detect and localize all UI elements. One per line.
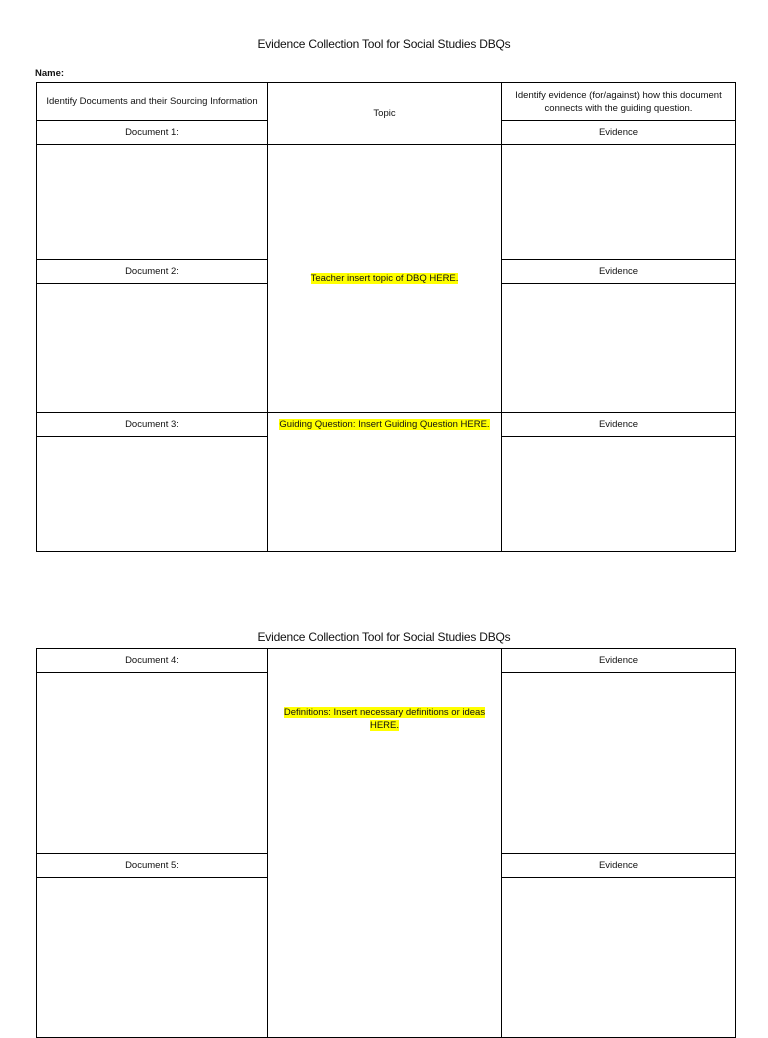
page-title: Evidence Collection Tool for Social Studies DBQs	[257, 37, 511, 51]
topic-placeholder: Teacher insert topic of DBQ HERE.	[310, 273, 459, 284]
document-3-field[interactable]	[37, 437, 268, 552]
definitions-cell[interactable]	[268, 649, 502, 1038]
evidence-2-field[interactable]	[502, 284, 736, 413]
evidence-5-field[interactable]	[502, 878, 736, 1038]
evidence-5-label: Evidence	[502, 854, 736, 878]
document-4-field[interactable]	[37, 673, 268, 854]
guiding-question-placeholder: Guiding Question: Insert Guiding Question HERE.	[279, 419, 490, 430]
document-4-label: Document 4:	[37, 649, 268, 673]
document-5-label: Document 5:	[37, 854, 268, 878]
document-3-label: Document 3:	[37, 413, 268, 437]
evidence-table-1	[36, 82, 736, 552]
guiding-question-cell[interactable]	[268, 413, 502, 552]
evidence-1-label: Evidence	[502, 121, 736, 145]
evidence-2-label: Evidence	[502, 260, 736, 284]
header-topic: Topic	[268, 83, 502, 145]
evidence-4-label: Evidence	[502, 649, 736, 673]
evidence-3-label: Evidence	[502, 413, 736, 437]
document-2-field[interactable]	[37, 284, 268, 413]
evidence-4-field[interactable]	[502, 673, 736, 854]
evidence-3-field[interactable]	[502, 437, 736, 552]
header-documents-sourcing: Identify Documents and their Sourcing Information	[37, 83, 268, 121]
document-5-field[interactable]	[37, 878, 268, 1038]
document-1-field[interactable]	[37, 145, 268, 260]
evidence-table-2	[36, 648, 736, 1038]
name-label: Name:	[35, 68, 65, 79]
document-2-label: Document 2:	[37, 260, 268, 284]
topic-cell[interactable]	[268, 145, 502, 413]
evidence-1-field[interactable]	[502, 145, 736, 260]
page-2-title: Evidence Collection Tool for Social Studies DBQs	[257, 630, 511, 644]
document-1-label: Document 1:	[37, 121, 268, 145]
header-evidence-description: Identify evidence (for/against) how this document connects with the guiding question.	[502, 83, 736, 121]
definitions-placeholder: Definitions: Insert necessary definitions or ideas HERE.	[283, 707, 486, 731]
